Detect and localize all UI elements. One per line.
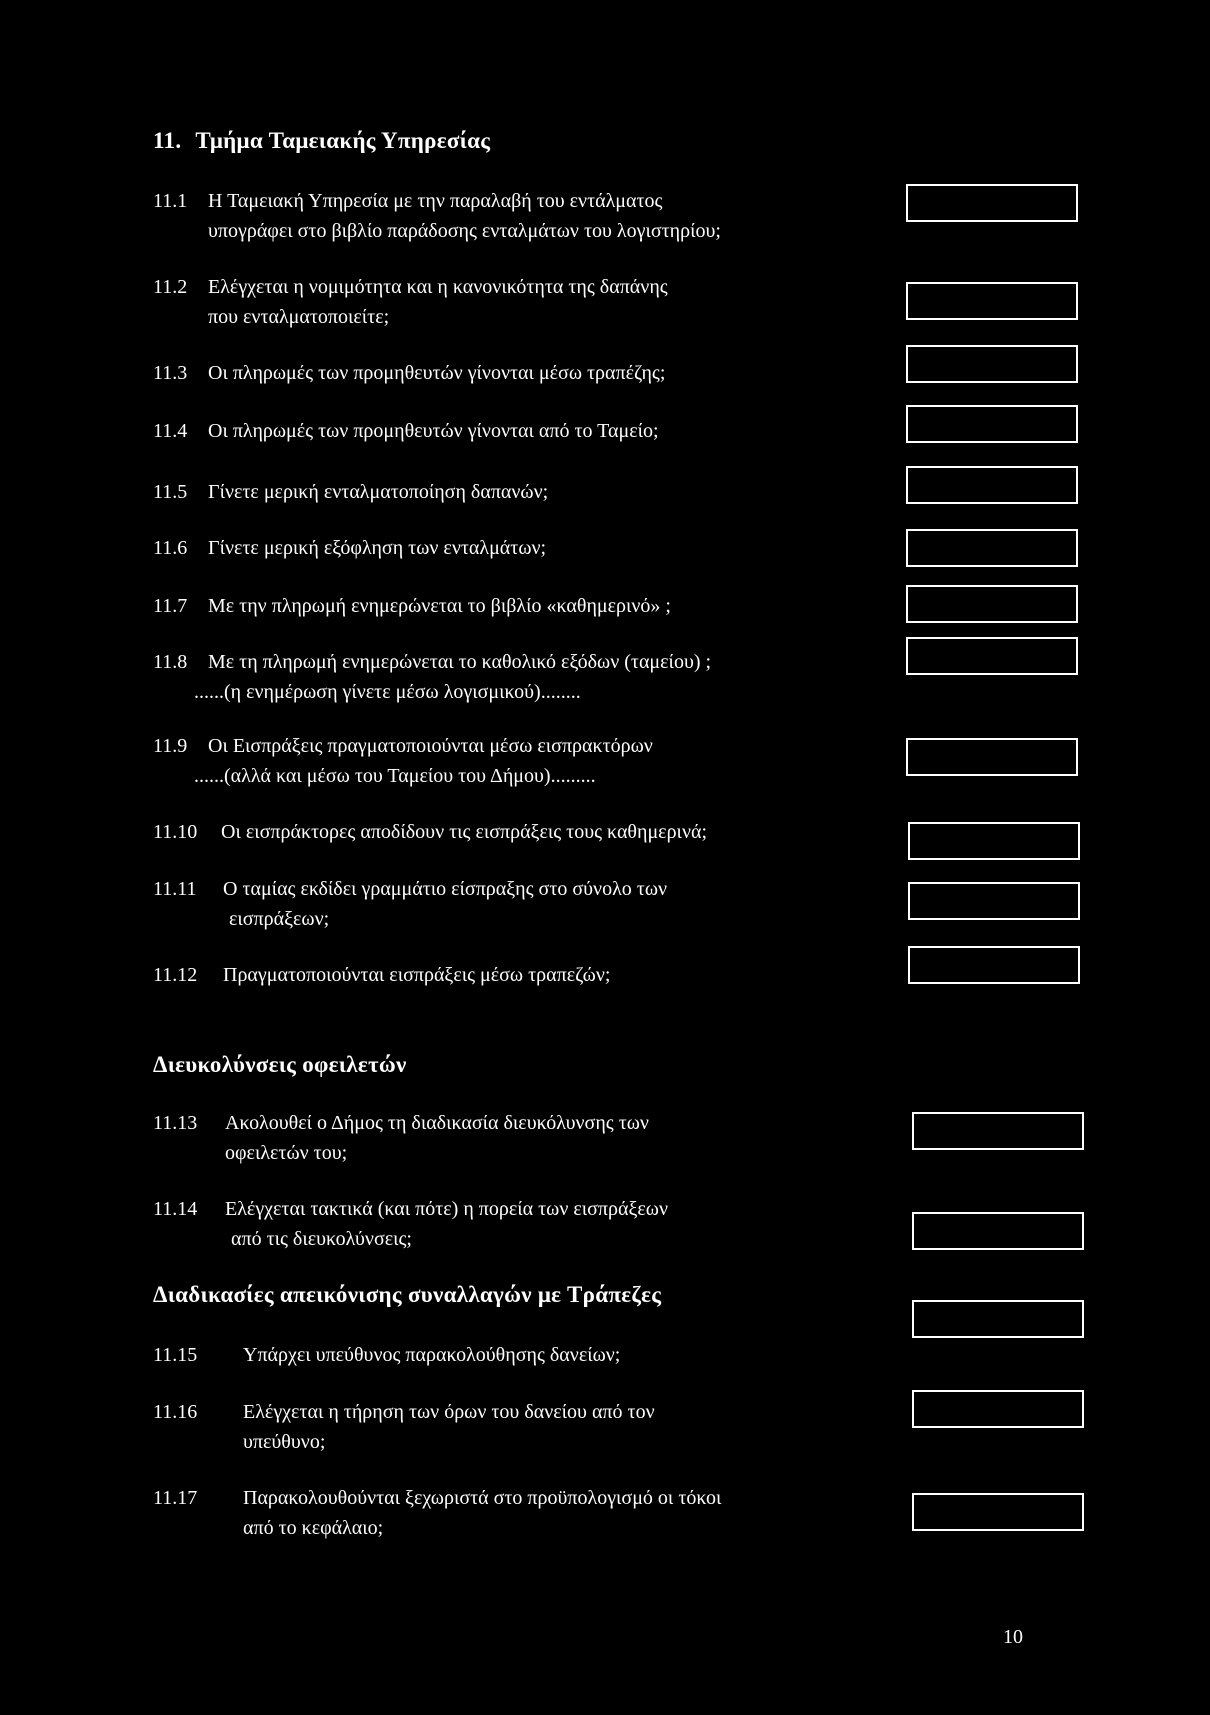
- question-11-4: [153, 416, 659, 446]
- question-text: Ελέγχεται η τήρηση των όρων του δανείου από τον: [243, 1401, 655, 1423]
- subheading-banks: Διαδικασίες απεικόνισης συναλλαγών με Τράπεζες: [153, 1282, 662, 1307]
- question-text: Υπάρχει υπεύθυνος παρακολούθησης δανείων;: [243, 1344, 621, 1366]
- question-text: από τις διευκολύνσεις;: [231, 1228, 412, 1250]
- answer-box-11-17[interactable]: [912, 1493, 1084, 1531]
- question-note: ......(αλλά και μέσω του Ταμείου του Δήμου).........: [194, 765, 596, 787]
- question-text: εισπράξεων;: [229, 908, 330, 930]
- answer-box-11-10[interactable]: [908, 822, 1080, 860]
- question-11-5: [153, 477, 548, 507]
- answer-box-11-9[interactable]: [906, 738, 1078, 776]
- answer-box-11-14[interactable]: [912, 1212, 1084, 1250]
- answer-box-11-15[interactable]: [912, 1300, 1084, 1338]
- answer-box-11-5[interactable]: [906, 466, 1078, 504]
- question-text: που ενταλματοποιείτε;: [208, 306, 390, 328]
- answer-box-11-12[interactable]: [908, 946, 1080, 984]
- question-text: υπογράφει στο βιβλίο παράδοσης ενταλμάτων του λογιστηρίου;: [208, 220, 721, 242]
- question-text: Ελέγχεται η νομιμότητα και η κανονικότητα της δαπάνης: [208, 276, 668, 298]
- question-11-13: [153, 1108, 649, 1168]
- question-text: Ο ταμίας εκδίδει γραμμάτιο είσπραξης στο σύνολο των: [223, 878, 668, 900]
- question-text: Οι πληρωμές των προμηθευτών γίνονται από το Ταμείο;: [208, 420, 659, 442]
- answer-box-11-13[interactable]: [912, 1112, 1084, 1150]
- question-number: 11.9: [153, 735, 188, 757]
- question-number: 11.1: [153, 190, 188, 212]
- question-11-12: [153, 960, 610, 990]
- question-11-8: [153, 647, 711, 707]
- question-11-14: [153, 1194, 668, 1254]
- question-number: 11.4: [153, 420, 188, 442]
- question-text: Γίνετε μερική εξόφληση των ενταλμάτων;: [208, 537, 547, 559]
- question-number: 11.16: [153, 1401, 198, 1423]
- question-text: Πραγματοποιούνται εισπράξεις μέσω τραπεζών;: [223, 964, 611, 986]
- question-number: 11.3: [153, 362, 188, 384]
- question-text: Ακολουθεί ο Δήμος τη διαδικασία διευκόλυνσης των: [225, 1112, 649, 1134]
- question-text: Οι Εισπράξεις πραγματοποιούνται μέσω εισπρακτόρων: [208, 735, 653, 757]
- question-number: 11.13: [153, 1112, 198, 1134]
- answer-box-11-2[interactable]: [906, 282, 1078, 320]
- page-number: 10: [1003, 1626, 1023, 1648]
- question-text: υπεύθυνο;: [243, 1431, 326, 1453]
- question-number: 11.17: [153, 1487, 198, 1509]
- answer-box-11-1[interactable]: [906, 184, 1078, 222]
- question-note: ......(η ενημέρωση γίνετε μέσω λογισμικού)........: [194, 681, 581, 703]
- question-text: Γίνετε μερική ενταλματοποίηση δαπανών;: [208, 481, 549, 503]
- answer-box-11-6[interactable]: [906, 529, 1078, 567]
- section-heading: [153, 128, 490, 154]
- question-11-2: [153, 272, 668, 332]
- question-text: Ελέγχεται τακτικά (και πότε) η πορεία των εισπράξεων: [225, 1198, 669, 1220]
- section-number: 11.: [153, 128, 182, 153]
- question-11-1: [153, 186, 721, 246]
- answer-box-11-4[interactable]: [906, 405, 1078, 443]
- question-11-16: [153, 1397, 655, 1457]
- answer-box-11-7[interactable]: [906, 585, 1078, 623]
- subheading-debtors: Διευκολύνσεις οφειλετών: [153, 1052, 407, 1077]
- question-11-15: [153, 1340, 620, 1370]
- question-11-6: [153, 533, 546, 563]
- answer-box-11-11[interactable]: [908, 882, 1080, 920]
- question-number: 11.2: [153, 276, 188, 298]
- question-number: 11.7: [153, 595, 188, 617]
- question-number: 11.11: [153, 878, 197, 900]
- section-title: Τμήμα Ταμειακής Υπηρεσίας: [195, 128, 491, 153]
- question-text: Με τη πληρωμή ενημερώνεται το καθολικό εξόδων (ταμείου) ;: [208, 651, 712, 673]
- answer-box-11-3[interactable]: [906, 345, 1078, 383]
- question-text: Οι εισπράκτορες αποδίδουν τις εισπράξεις τους καθημερινά;: [221, 821, 708, 843]
- question-number: 11.10: [153, 821, 198, 843]
- question-11-11: [153, 874, 667, 934]
- question-text: Με την πληρωμή ενημερώνεται το βιβλίο «καθημερινό» ;: [208, 595, 671, 617]
- question-number: 11.14: [153, 1198, 198, 1220]
- question-text: Παρακολουθούνται ξεχωριστά στο προϋπολογισμό οι τόκοι: [243, 1487, 722, 1509]
- question-text: οφειλετών του;: [225, 1142, 348, 1164]
- question-text: από το κεφάλαιο;: [243, 1517, 384, 1539]
- question-text: Η Ταμειακή Υπηρεσία με την παραλαβή του εντάλματος: [208, 190, 663, 212]
- question-number: 11.15: [153, 1344, 198, 1366]
- question-number: 11.8: [153, 651, 188, 673]
- question-11-10: [153, 817, 707, 847]
- answer-box-11-8[interactable]: [906, 637, 1078, 675]
- question-text: Οι πληρωμές των προμηθευτών γίνονται μέσω τραπέζης;: [208, 362, 666, 384]
- question-11-3: [153, 358, 665, 388]
- question-11-7: [153, 591, 671, 621]
- question-number: 11.5: [153, 481, 188, 503]
- answer-box-11-16[interactable]: [912, 1390, 1084, 1428]
- question-11-9: [153, 731, 653, 791]
- question-number: 11.12: [153, 964, 198, 986]
- question-11-17: [153, 1483, 721, 1543]
- question-number: 11.6: [153, 537, 188, 559]
